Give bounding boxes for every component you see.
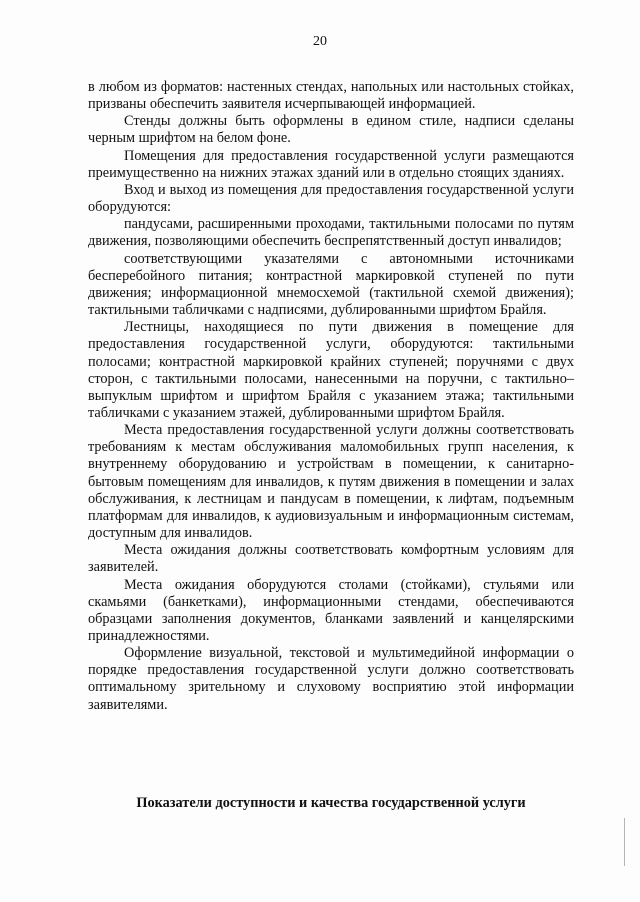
paragraph-information-design: Оформление визуальной, текстовой и мультимедийной информации о порядке предоставления государственной услуги должно соответствовать оптимальному зрительному и слуховому восприятию этой информации заявителями. [88,645,574,713]
paragraph-service-places: Места предоставления государственной услуги должны соответствовать требованиям к местам обслуживания маломобильных групп населения, к внутреннему оборудованию и устройствам в помещении, к санитарно-бытовым помещениям для инвалидов, к путям движения в помещении и залах обслуживания, к лестницам и пандусам в помещении, к лифтам, подъемным платформам для инвалидов, к аудиовизуальным и информационным системам, доступным для инвалидов. [88,422,574,542]
body-text [88,79,574,714]
page-number: 20 [313,34,327,49]
paragraph-waiting-equipment: Места ожидания оборудуются столами (стойками), стульями или скамьями (банкетками), информационными стендами, обеспечиваются образцами заполнения документов, бланками заявлений и канцелярскими принадлежностями. [88,576,574,644]
paragraph-signage: соответствующими указателями с автономными источниками бесперебойного питания; контрастной маркировкой ступеней по пути движения; информационной мнемосхемой (тактильной схемой движения); тактильными табличками с надписями, дублированными шрифтом Брайля. [88,250,574,319]
paragraph-stands-style: Стенды должны быть оформлены в едином стиле, надписи сделаны черным шрифтом на белом фоне. [88,113,574,147]
paragraph-waiting-comfort: Места ожидания должны соответствовать комфортным условиям для заявителей. [88,542,574,576]
scan-edge-mark [624,818,625,866]
paragraph-premises-location: Помещения для предоставления государственной услуги размещаются преимущественно на нижних этажах зданий или в отдельно стоящих зданиях. [88,147,574,181]
paragraph-formats: в любом из форматов: настенных стендах, напольных или настольных стойках, призваны обеспечить заявителя исчерпывающей информацией. [88,79,574,113]
paragraph-entrance-equipment: Вход и выход из помещения для предоставления государственной услуги оборудуются: [88,181,574,216]
paragraph-stairs: Лестницы, находящиеся по пути движения в помещение для предоставления государственной услуги, оборудуются: тактильными полосами; контрастной маркировкой крайних ступеней; поручнями с двух сторон, с тактильными полосами, нанесенными на поручни, с тактильно–выпуклым шрифтом и шрифтом Брайля с указанием этажа; тактильными табличками с указанием этажей, дублированными шрифтом Брайля. [88,319,574,421]
paragraph-ramps: пандусами, расширенными проходами, тактильными полосами по путям движения, позволяющими обеспечить беспрепятственный доступ инвалидов; [88,216,574,250]
section-heading: Показатели доступности и качества государственной услуги [136,795,526,811]
